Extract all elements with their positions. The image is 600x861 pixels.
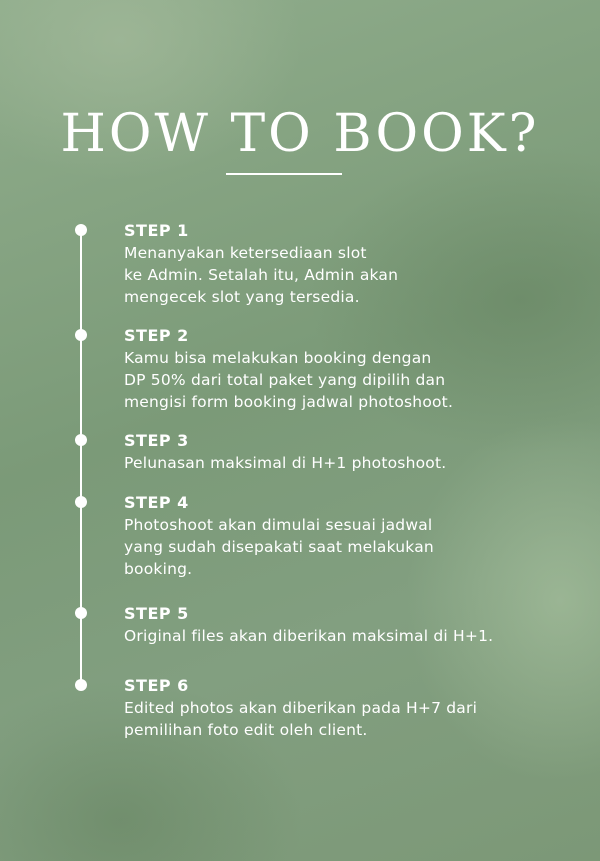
step-6 <box>124 676 564 741</box>
timeline-dot-step-6 <box>75 679 87 691</box>
timeline-dot-step-5 <box>75 607 87 619</box>
step-4-line-3: booking. <box>124 560 193 578</box>
step-1-line-3: mengecek slot yang tersedia. <box>124 288 360 306</box>
timeline-dot-step-4 <box>75 496 87 508</box>
step-3 <box>124 431 564 474</box>
step-4-label: STEP 4 <box>124 493 189 512</box>
step-6-label: STEP 6 <box>124 676 189 695</box>
step-2 <box>124 326 564 413</box>
step-2-line-1: Kamu bisa melakukan booking dengan <box>124 349 432 367</box>
title-underline <box>226 173 342 175</box>
step-3-line-1: Pelunasan maksimal di H+1 photoshoot. <box>124 454 447 472</box>
timeline-dot-step-2 <box>75 329 87 341</box>
step-4-line-1: Photoshoot akan dimulai sesuai jadwal <box>124 516 433 534</box>
step-1-label: STEP 1 <box>124 221 189 240</box>
timeline-dot-step-1 <box>75 224 87 236</box>
step-5-label: STEP 5 <box>124 604 189 623</box>
step-1-line-1: Menanyakan ketersediaan slot <box>124 244 367 262</box>
step-5 <box>124 604 564 647</box>
step-2-line-2: DP 50% dari total paket yang dipilih dan <box>124 371 446 389</box>
step-6-line-1: Edited photos akan diberikan pada H+7 dari <box>124 699 478 717</box>
step-2-line-3: mengisi form booking jadwal photoshoot. <box>124 393 454 411</box>
step-2-label: STEP 2 <box>124 326 189 345</box>
step-4-line-2: yang sudah disepakati saat melakukan <box>124 538 434 556</box>
step-4 <box>124 493 564 580</box>
step-1-line-2: ke Admin. Setalah itu, Admin akan <box>124 266 399 284</box>
timeline-dot-step-3 <box>75 434 87 446</box>
step-1 <box>124 221 564 308</box>
step-6-line-2: pemilihan foto edit oleh client. <box>124 721 368 739</box>
step-5-line-1: Original files akan diberikan maksimal di H+1. <box>124 627 494 645</box>
step-3-label: STEP 3 <box>124 431 189 450</box>
page-title: HOW TO BOOK? <box>60 104 540 164</box>
